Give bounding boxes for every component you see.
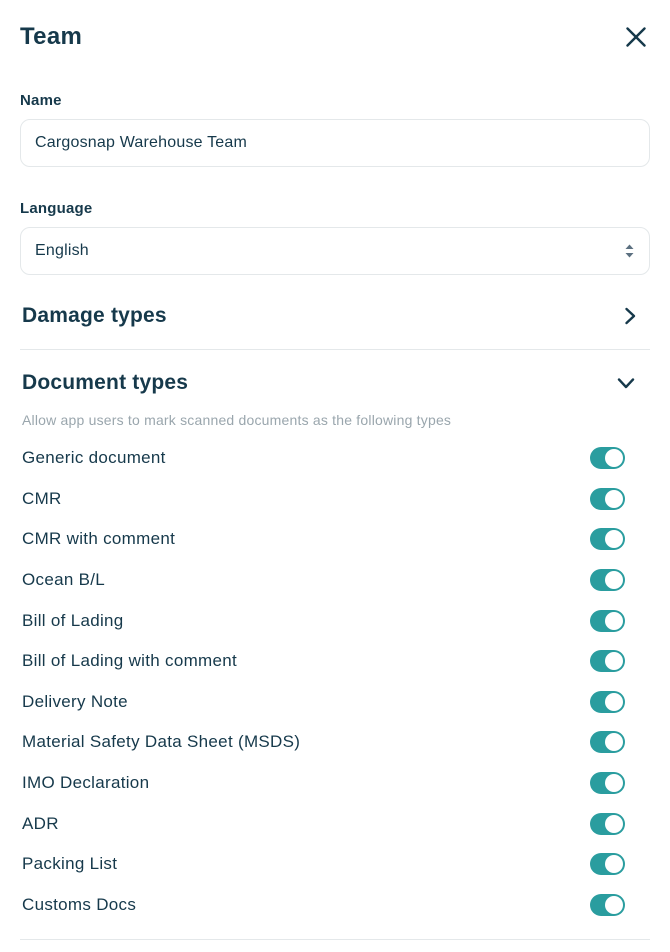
document-type-row: [20, 722, 650, 763]
document-type-row: [20, 803, 650, 844]
close-button[interactable]: [622, 23, 650, 51]
document-type-label: Generic document: [22, 448, 166, 468]
select-up-down-icon: [624, 243, 635, 259]
toggle-knob-icon: [605, 815, 623, 833]
document-type-toggle[interactable]: [590, 447, 625, 469]
language-selected-value: English: [35, 242, 89, 259]
document-type-label: Bill of Lading: [22, 610, 124, 630]
damage-types-title: Damage types: [22, 304, 167, 327]
document-type-toggle[interactable]: [590, 569, 625, 591]
document-type-toggle[interactable]: [590, 610, 625, 632]
document-type-toggle[interactable]: [590, 853, 625, 875]
panel-header: [20, 22, 650, 52]
language-field-label: Language: [20, 200, 93, 217]
document-type-row: [20, 763, 650, 804]
document-type-label: Ocean B/L: [22, 570, 106, 590]
language-select[interactable]: [20, 227, 650, 275]
chevron-down-icon: [616, 377, 636, 389]
toggle-knob-icon: [605, 733, 623, 751]
team-name-input[interactable]: [20, 119, 650, 167]
document-type-label: Packing List: [22, 854, 118, 874]
x-icon: [625, 26, 647, 48]
document-types-title: Document types: [22, 371, 189, 394]
page-title: Team: [20, 23, 83, 50]
document-type-label: Bill of Lading with comment: [22, 651, 238, 671]
toggle-knob-icon: [605, 449, 623, 467]
document-type-row: [20, 600, 650, 641]
document-type-toggle[interactable]: [590, 528, 625, 550]
document-type-label: Material Safety Data Sheet (MSDS): [22, 732, 301, 752]
chevron-right-icon: [624, 306, 636, 326]
document-type-toggle[interactable]: [590, 772, 625, 794]
toggle-knob-icon: [605, 855, 623, 873]
document-type-toggle[interactable]: [590, 731, 625, 753]
section-divider: [20, 349, 650, 350]
document-type-toggle[interactable]: [590, 813, 625, 835]
name-field-label: Name: [20, 92, 62, 109]
document-type-list: [20, 438, 650, 925]
document-type-label: CMR with comment: [22, 529, 176, 549]
section-header-document-types[interactable]: [20, 371, 650, 395]
document-type-row: [20, 682, 650, 723]
document-type-label: IMO Declaration: [22, 773, 150, 793]
toggle-knob-icon: [605, 571, 623, 589]
document-type-row: [20, 885, 650, 926]
document-type-toggle[interactable]: [590, 650, 625, 672]
document-types-description: Allow app users to mark scanned documents as the following types: [22, 412, 452, 428]
toggle-knob-icon: [605, 774, 623, 792]
document-type-toggle[interactable]: [590, 488, 625, 510]
toggle-knob-icon: [605, 612, 623, 630]
toggle-knob-icon: [605, 490, 623, 508]
document-type-label: Delivery Note: [22, 691, 128, 711]
document-type-label: ADR: [22, 813, 59, 833]
toggle-knob-icon: [605, 693, 623, 711]
document-type-toggle[interactable]: [590, 691, 625, 713]
document-type-label: Customs Docs: [22, 894, 137, 914]
bottom-divider: [20, 939, 650, 940]
toggle-knob-icon: [605, 530, 623, 548]
section-header-damage-types[interactable]: [20, 304, 650, 328]
document-type-row: [20, 641, 650, 682]
toggle-knob-icon: [605, 652, 623, 670]
document-type-toggle[interactable]: [590, 894, 625, 916]
document-type-label: CMR: [22, 488, 62, 508]
document-type-row: [20, 560, 650, 601]
document-type-row: [20, 479, 650, 520]
document-type-row: [20, 438, 650, 479]
document-type-row: [20, 519, 650, 560]
document-type-row: [20, 844, 650, 885]
toggle-knob-icon: [605, 896, 623, 914]
